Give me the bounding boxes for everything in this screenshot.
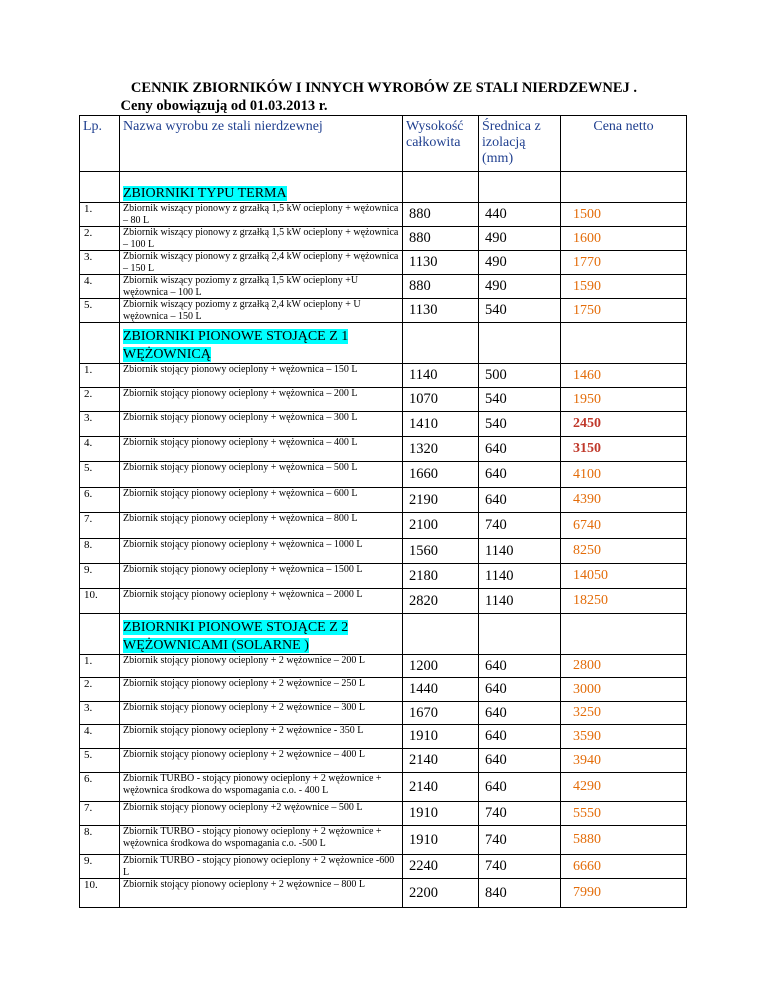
- table-row: [80, 227, 687, 251]
- section-label: ZBIORNIKI PIONOWE STOJĄCE Z 2 WĘŻOWNICAMI (SOLARNE ): [123, 620, 349, 653]
- row-diameter: 640: [479, 437, 561, 462]
- row-lp: 10.: [80, 879, 120, 908]
- row-height: 1140: [403, 364, 479, 388]
- row-lp: 5.: [80, 749, 120, 773]
- row-name: Zbiornik TURBO - stojący pionowy ocieplony + 2 wężownice + wężownica środkowa do wspomagania c.o. -500 L: [120, 826, 403, 855]
- row-height: 880: [403, 227, 479, 251]
- row-diameter: 1140: [479, 539, 561, 564]
- row-name: Zbiornik stojący pionowy ocieplony + wężownica – 200 L: [120, 388, 403, 412]
- row-price: 4390: [561, 488, 687, 513]
- row-lp: 4.: [80, 275, 120, 299]
- section-empty-cell: [403, 172, 479, 203]
- section-empty-cell: [479, 614, 561, 655]
- section-lp-cell: [80, 323, 120, 364]
- row-lp: 9.: [80, 564, 120, 589]
- row-diameter: 1140: [479, 589, 561, 614]
- row-name: Zbiornik stojący pionowy ocieplony + 2 wężownice – 400 L: [120, 749, 403, 773]
- row-lp: 7.: [80, 513, 120, 539]
- section-empty-cell: [561, 172, 687, 203]
- row-price: 3150: [561, 437, 687, 462]
- row-diameter: 640: [479, 702, 561, 725]
- row-price: 2450: [561, 412, 687, 437]
- header-diameter: Średnica z izolacją (mm): [479, 116, 561, 172]
- row-height: 1670: [403, 702, 479, 725]
- row-height: 1560: [403, 539, 479, 564]
- row-height: 1130: [403, 251, 479, 275]
- section-empty-cell: [403, 323, 479, 364]
- row-name: Zbiornik wiszący pionowy z grzałką 1,5 kW ocieplony + wężownica – 80 L: [120, 203, 403, 227]
- table-row: [80, 462, 687, 488]
- row-name: Zbiornik stojący pionowy ocieplony + wężownica – 600 L: [120, 488, 403, 513]
- row-diameter: 490: [479, 275, 561, 299]
- section-lp-cell: [80, 614, 120, 655]
- row-diameter: 640: [479, 749, 561, 773]
- row-price: 1600: [561, 227, 687, 251]
- row-lp: 3.: [80, 702, 120, 725]
- table-row: [80, 564, 687, 589]
- row-price: 1770: [561, 251, 687, 275]
- row-lp: 10.: [80, 589, 120, 614]
- section-empty-cell: [561, 323, 687, 364]
- row-price: 1750: [561, 299, 687, 323]
- section-label-cell: [120, 323, 403, 364]
- table-row: [80, 826, 687, 855]
- row-diameter: 640: [479, 773, 561, 802]
- row-height: 2100: [403, 513, 479, 539]
- row-lp: 8.: [80, 539, 120, 564]
- row-lp: 4.: [80, 725, 120, 749]
- section-header-row: [80, 614, 687, 655]
- row-name: Zbiornik stojący pionowy ocieplony + wężownica – 2000 L: [120, 589, 403, 614]
- table-row: [80, 589, 687, 614]
- row-lp: 2.: [80, 678, 120, 702]
- table-row: [80, 513, 687, 539]
- row-diameter: 840: [479, 879, 561, 908]
- row-name: Zbiornik wiszący pionowy z grzałką 1,5 kW ocieplony + wężownica – 100 L: [120, 227, 403, 251]
- row-height: 2180: [403, 564, 479, 589]
- table-row: [80, 251, 687, 275]
- table-row: [80, 299, 687, 323]
- table-row: [80, 437, 687, 462]
- table-row: [80, 749, 687, 773]
- section-empty-cell: [403, 614, 479, 655]
- row-lp: 9.: [80, 855, 120, 879]
- section-empty-cell: [479, 323, 561, 364]
- table-row: [80, 655, 687, 678]
- row-price: 3000: [561, 678, 687, 702]
- row-lp: 2.: [80, 388, 120, 412]
- row-diameter: 490: [479, 251, 561, 275]
- row-lp: 3.: [80, 251, 120, 275]
- row-diameter: 740: [479, 826, 561, 855]
- header-name: Nazwa wyrobu ze stali nierdzewnej: [120, 116, 403, 172]
- row-lp: 1.: [80, 655, 120, 678]
- price-table-body: [80, 116, 687, 908]
- row-diameter: 640: [479, 488, 561, 513]
- row-name: Zbiornik stojący pionowy ocieplony +2 wężownice – 500 L: [120, 802, 403, 826]
- section-label: ZBIORNIKI PIONOWE STOJĄCE Z 1 WĘŻOWNICĄ: [123, 329, 349, 362]
- section-empty-cell: [561, 614, 687, 655]
- row-name: Zbiornik wiszący poziomy z grzałką 1,5 kW ocieplony +U wężownica – 100 L: [120, 275, 403, 299]
- row-name: Zbiornik stojący pionowy ocieplony + 2 wężownice – 300 L: [120, 702, 403, 725]
- row-name: Zbiornik wiszący poziomy z grzałką 2,4 kW ocieplony + U wężownica – 150 L: [120, 299, 403, 323]
- table-row: [80, 488, 687, 513]
- table-row: [80, 364, 687, 388]
- row-name: Zbiornik TURBO - stojący pionowy ocieplony + 2 wężownice -600 L: [120, 855, 403, 879]
- row-diameter: 640: [479, 678, 561, 702]
- row-name: Zbiornik stojący pionowy ocieplony + wężownica – 150 L: [120, 364, 403, 388]
- row-diameter: 540: [479, 299, 561, 323]
- row-lp: 3.: [80, 412, 120, 437]
- row-price: 4100: [561, 462, 687, 488]
- document-subtitle: Ceny obowiązują od 01.03.2013 r.: [120, 98, 328, 114]
- row-price: 2800: [561, 655, 687, 678]
- row-diameter: 740: [479, 855, 561, 879]
- row-height: 2200: [403, 879, 479, 908]
- row-price: 3590: [561, 725, 687, 749]
- table-row: [80, 678, 687, 702]
- row-diameter: 640: [479, 655, 561, 678]
- row-lp: 1.: [80, 364, 120, 388]
- row-diameter: 490: [479, 227, 561, 251]
- row-height: 2190: [403, 488, 479, 513]
- header-price: Cena netto: [561, 116, 687, 172]
- header-height: Wysokość całkowita: [403, 116, 479, 172]
- row-price: 1590: [561, 275, 687, 299]
- row-name: Zbiornik stojący pionowy ocieplony + wężownica – 400 L: [120, 437, 403, 462]
- row-price: 5880: [561, 826, 687, 855]
- row-name: Zbiornik stojący pionowy ocieplony + wężownica – 1000 L: [120, 539, 403, 564]
- row-height: 1660: [403, 462, 479, 488]
- section-label-cell: [120, 172, 403, 203]
- row-height: 1910: [403, 802, 479, 826]
- row-name: Zbiornik TURBO - stojący pionowy ocieplony + 2 wężownice + wężownica środkowa do wspomagania c.o. - 400 L: [120, 773, 403, 802]
- row-height: 1070: [403, 388, 479, 412]
- row-lp: 6.: [80, 488, 120, 513]
- section-label: ZBIORNIKI TYPU TERMA: [123, 186, 287, 201]
- row-lp: 5.: [80, 462, 120, 488]
- row-lp: 4.: [80, 437, 120, 462]
- table-header-row: [80, 116, 687, 172]
- price-table: [79, 115, 687, 908]
- row-height: 2240: [403, 855, 479, 879]
- row-price: 1500: [561, 203, 687, 227]
- row-diameter: 1140: [479, 564, 561, 589]
- row-price: 7990: [561, 879, 687, 908]
- row-price: 3250: [561, 702, 687, 725]
- row-height: 1410: [403, 412, 479, 437]
- row-price: 5550: [561, 802, 687, 826]
- row-price: 1950: [561, 388, 687, 412]
- row-price: 4290: [561, 773, 687, 802]
- row-lp: 8.: [80, 826, 120, 855]
- row-price: 6660: [561, 855, 687, 879]
- row-name: Zbiornik stojący pionowy ocieplony + 2 wężownice – 200 L: [120, 655, 403, 678]
- table-row: [80, 802, 687, 826]
- section-lp-cell: [80, 172, 120, 203]
- row-height: 2140: [403, 749, 479, 773]
- row-height: 1440: [403, 678, 479, 702]
- row-name: Zbiornik stojący pionowy ocieplony + wężownica – 800 L: [120, 513, 403, 539]
- row-lp: 7.: [80, 802, 120, 826]
- section-header-row: [80, 172, 687, 203]
- row-diameter: 500: [479, 364, 561, 388]
- row-name: Zbiornik stojący pionowy ocieplony + wężownica – 300 L: [120, 412, 403, 437]
- row-lp: 5.: [80, 299, 120, 323]
- row-diameter: 540: [479, 412, 561, 437]
- row-price: 1460: [561, 364, 687, 388]
- row-price: 6740: [561, 513, 687, 539]
- row-price: 14050: [561, 564, 687, 589]
- row-name: Zbiornik stojący pionowy ocieplony + wężownica – 1500 L: [120, 564, 403, 589]
- row-price: 8250: [561, 539, 687, 564]
- row-name: Zbiornik stojący pionowy ocieplony + wężownica – 500 L: [120, 462, 403, 488]
- row-diameter: 740: [479, 802, 561, 826]
- row-diameter: 440: [479, 203, 561, 227]
- row-height: 1320: [403, 437, 479, 462]
- row-lp: 1.: [80, 203, 120, 227]
- table-row: [80, 855, 687, 879]
- row-name: Zbiornik stojący pionowy ocieplony + 2 wężownice - 350 L: [120, 725, 403, 749]
- row-lp: 2.: [80, 227, 120, 251]
- row-name: Zbiornik stojący pionowy ocieplony + 2 wężownice – 800 L: [120, 879, 403, 908]
- row-price: 3940: [561, 749, 687, 773]
- table-row: [80, 203, 687, 227]
- row-height: 1910: [403, 826, 479, 855]
- table-row: [80, 879, 687, 908]
- document-title: CENNIK ZBIORNIKÓW I INNYCH WYROBÓW ZE STALI NIERDZEWNEJ .: [130, 80, 638, 96]
- row-diameter: 540: [479, 388, 561, 412]
- section-label-cell: [120, 614, 403, 655]
- table-row: [80, 702, 687, 725]
- row-price: 18250: [561, 589, 687, 614]
- table-row: [80, 539, 687, 564]
- row-height: 2820: [403, 589, 479, 614]
- row-name: Zbiornik stojący pionowy ocieplony + 2 wężownice – 250 L: [120, 678, 403, 702]
- row-height: 1910: [403, 725, 479, 749]
- row-lp: 6.: [80, 773, 120, 802]
- row-name: Zbiornik wiszący pionowy z grzałką 2,4 kW ocieplony + wężownica – 150 L: [120, 251, 403, 275]
- header-lp: Lp.: [80, 116, 120, 172]
- row-height: 880: [403, 203, 479, 227]
- row-height: 2140: [403, 773, 479, 802]
- section-empty-cell: [479, 172, 561, 203]
- table-row: [80, 412, 687, 437]
- row-height: 880: [403, 275, 479, 299]
- table-row: [80, 773, 687, 802]
- row-diameter: 640: [479, 462, 561, 488]
- table-row: [80, 275, 687, 299]
- row-diameter: 740: [479, 513, 561, 539]
- section-header-row: [80, 323, 687, 364]
- table-row: [80, 725, 687, 749]
- row-height: 1200: [403, 655, 479, 678]
- table-row: [80, 388, 687, 412]
- row-diameter: 640: [479, 725, 561, 749]
- row-height: 1130: [403, 299, 479, 323]
